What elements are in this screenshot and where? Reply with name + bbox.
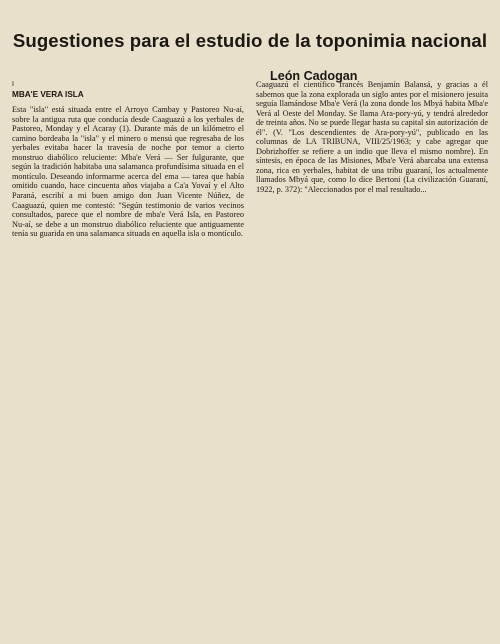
article-title: Sugestiones para el estudio de la toponimia nacional	[12, 30, 488, 51]
paragraph: Esta "isla" está situada entre el Arroyo Cambay y Pastoreo Nu-aí, sobre la antigua ruta que conducía desde Caaguazú a los yerbales de Pastoreo, Monday y el Acaray (1). Durante más de un kilómetro el camino bordeaba la "isla" y el minero o mensú que regresaba de los yerbales evitaba hacer la travesía de noche por temor a cierto monstruo diabólico reluciente: Mba'e Verá — Ser fulgurante, que según la tradición habitaba una salamanca profundísima situada en el montículo. Deseando informarme acerca del ema — tarea que había omitido cuando, hace cincuenta años viajaba a Ca'a Yovaí y el Alto Paraná, escribí a mi buen amigo don Juan Vicente Núñez, de Caaguazú, quien me contestó: "Según testimonio de varios vecinos consultados, parece que el nombre de mba'e Verá Isla, en Pastoreo Nu-aí, se debe a un monstruo diabólico reluciente que antiguamente tenía su guarida en una salamanca situada en aquella isla o montículo.	[12, 105, 244, 239]
paragraph: Caaguazú el científico francés Benjamín Balansá, y gracias a él sabemos que la zona explorada un siglo antes por el misionero jesuita seguía llamándose Mba'e Verá (la zona donde los Mbyá habita Mba'e Verá al Oeste del Monday. Se llama Ara-pory-yú, y tendrá alrededor de treinta años. No se puede llegar hasta su capital sin autorización de él". (V. "Los descendientes de Ara-pory-yú", publicado en las columnas de LA TRIBUNA, VIII/25/1963; y cabe agregar que Dobrizhoffer se refiere a un indio que lleva el mismo nombre). En síntesis, en época de las Misiones, Mba'e Verá abarcaba una extensa zona, rica en yerbales, habitat de una tribu guaraní, los actualmente llamados Mbyá que, como lo dice Bertoni (La civilización Guaraní, 1922, p. 372): "Aleccionados por el mal resultado...	[256, 80, 488, 195]
author-name: León Cadogan	[270, 69, 358, 83]
section-heading: MBA'E VERA ISLA	[12, 89, 84, 99]
column-right	[256, 80, 488, 239]
section-number: I	[12, 81, 14, 88]
article-body	[12, 80, 488, 239]
column-left	[12, 80, 244, 239]
